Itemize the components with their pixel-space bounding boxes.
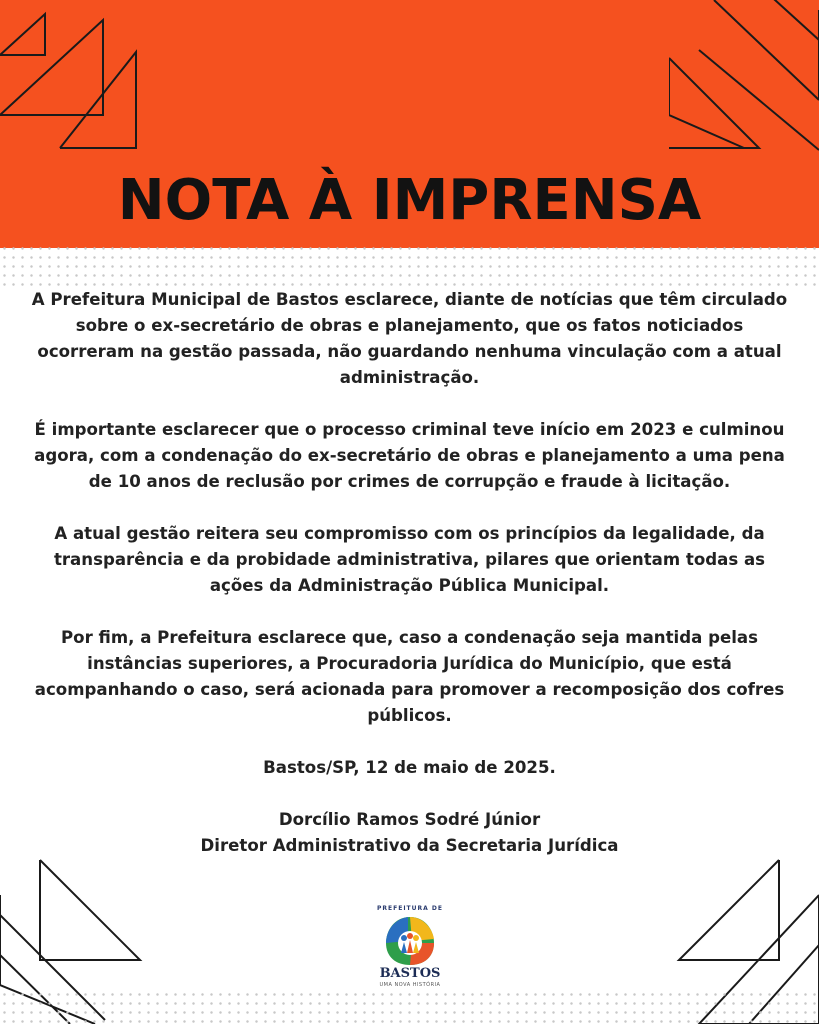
logo-arc-text: PREFEITURA DE — [377, 905, 443, 912]
press-note-body — [30, 287, 789, 859]
dot-pattern-top — [0, 244, 819, 286]
signature-name: Dorcílio Ramos Sodré Júnior — [278, 810, 541, 829]
decorative-triangles-left — [0, 0, 150, 160]
paragraph-1: A Prefeitura Municipal de Bastos esclarece, diante de notícias que têm circulado sobre o ex-secretário de obras e planejamento, que os fatos noticiados ocorreram na gestão passada, não guardando nenhuma vinculação com a atual administração. — [31, 290, 788, 387]
decorative-triangles-right — [669, 0, 819, 160]
paragraph-3: A atual gestão reitera seu compromisso com os princípios da legalidade, da transparência e da probidade administrativa, pilares que orientam todas as ações da Administração Pública Municipal. — [53, 524, 766, 595]
page-title: NOTA À IMPRENSA — [117, 168, 702, 233]
prefeitura-logo — [370, 905, 450, 989]
dot-pattern-bottom — [0, 990, 819, 1024]
date-line: Bastos/SP, 12 de maio de 2025. — [263, 758, 556, 777]
logo-tagline: UMA NOVA HISTÓRIA — [379, 982, 441, 988]
header-banner — [0, 0, 819, 248]
signature-role: Diretor Administrativo da Secretaria Jurídica — [200, 836, 619, 855]
paragraph-4: Por fim, a Prefeitura esclarece que, caso a condenação seja mantida pelas instâncias superiores, a Procuradoria Jurídica do Município, que está acompanhando o caso, será acionada para promover a recomposição dos cofres públicos. — [34, 628, 785, 725]
logo-emblem-icon — [382, 913, 438, 967]
paragraph-2: É importante esclarecer que o processo criminal teve início em 2023 e culminou agora, com a condenação do ex-secretário de obras e planejamento a uma pena de 10 anos de reclusão por crimes de corrupção e fraude à licitação. — [34, 420, 785, 491]
logo-name: BASTOS — [379, 966, 441, 981]
